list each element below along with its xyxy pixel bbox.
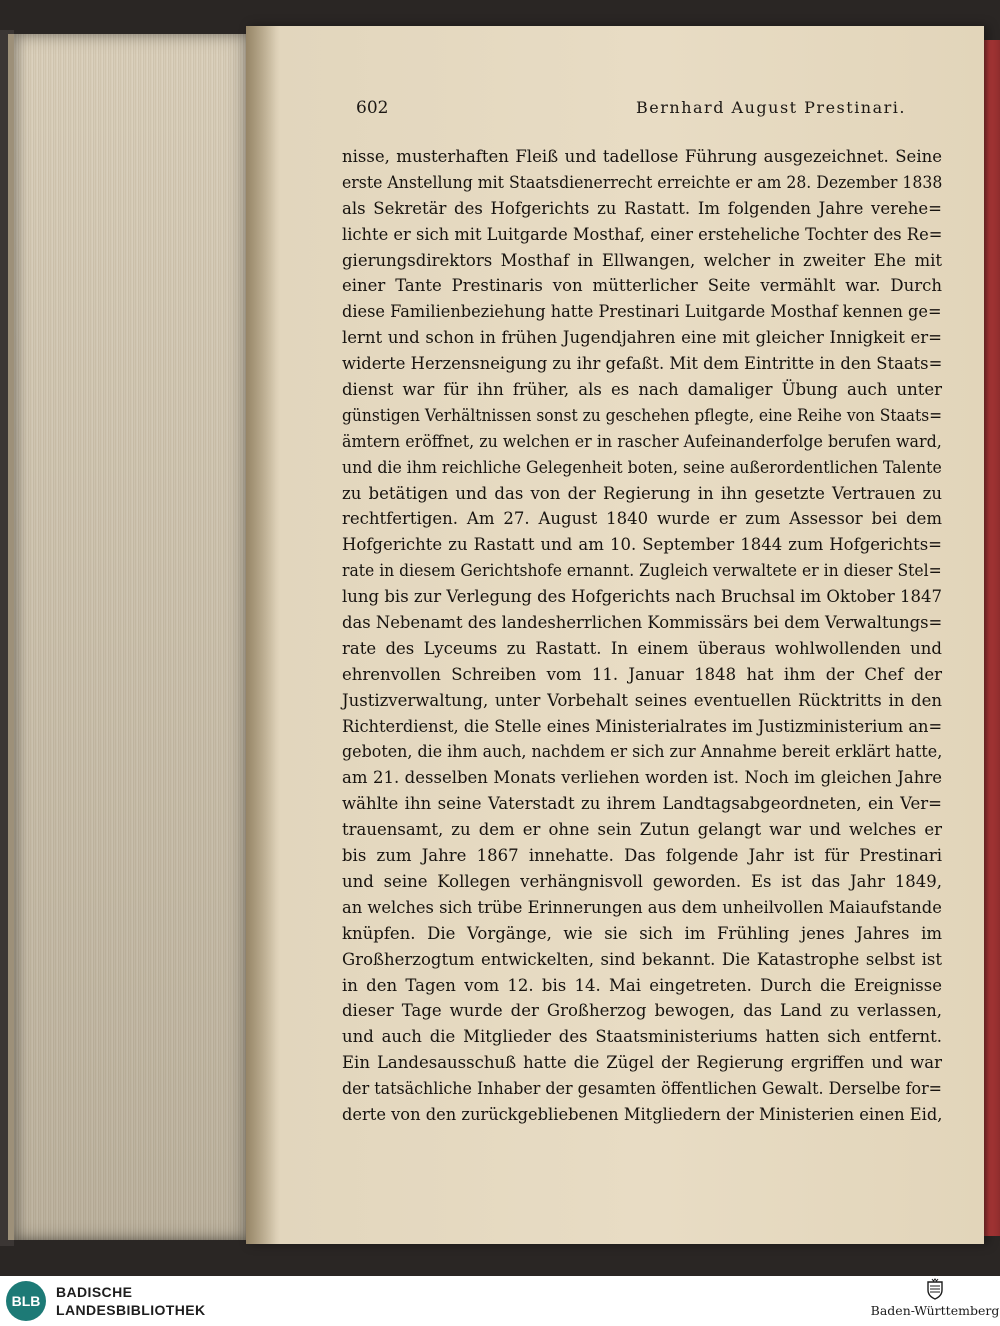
text-line: günstigen Verhältnissen sonst zu geschehen pflegte, eine Reihe von Staats= bbox=[342, 405, 943, 425]
book-page bbox=[246, 26, 984, 1244]
text-line: widerte Herzensneigung zu ihr gefaßt. Mit dem Eintritte in den Staats= bbox=[342, 354, 943, 374]
state-name: Baden-Württemberg bbox=[870, 1303, 1000, 1318]
library-name-line-1: BADISCHE bbox=[56, 1284, 133, 1300]
text-line: rechtfertigen. Am 27. August 1840 wurde er zum Assessor bei dem bbox=[342, 509, 942, 529]
text-line: ämtern eröffnet, zu welchen er in rascher Aufeinanderfolge berufen ward, bbox=[342, 431, 942, 451]
text-line: trauensamt, zu dem er ohne sein Zutun gelangt war und welches er bbox=[342, 820, 942, 840]
text-line: und seine Kollegen verhängnisvoll geworden. Es ist das Jahr 1849, bbox=[342, 871, 942, 891]
text-line: geboten, die ihm auch, nachdem er sich zur Annahme bereit erklärt hatte, bbox=[342, 742, 943, 762]
coat-of-arms-icon bbox=[924, 1278, 946, 1300]
text-line: lernt und schon in frühen Jugendjahren eine mit gleicher Innigkeit er= bbox=[342, 328, 942, 348]
text-line: ehrenvollen Schreiben vom 11. Januar 1848 hat ihm der Chef der bbox=[342, 664, 942, 684]
library-name[interactable] bbox=[56, 1283, 206, 1319]
text-line: in den Tagen vom 12. bis 14. Mai eingetreten. Durch die Ereignisse bbox=[342, 975, 942, 995]
running-head bbox=[356, 96, 916, 126]
page-number: 602 bbox=[356, 98, 389, 118]
text-line: an welches sich trübe Erinnerungen aus dem unheilvollen Maiaufstande bbox=[342, 897, 942, 917]
library-name-line-2: LANDESBIBLIOTHEK bbox=[56, 1302, 206, 1318]
text-line: und die ihm reichliche Gelegenheit boten, seine außerordentlichen Talente bbox=[342, 457, 942, 477]
text-line: dienst war für ihn früher, als es nach damaliger Übung auch unter bbox=[342, 380, 942, 400]
text-line: Großherzogtum entwickelten, sind bekannt. Die Katastrophe selbst ist bbox=[342, 949, 942, 969]
body-text bbox=[342, 144, 942, 1128]
text-line: als Sekretär des Hofgerichts zu Rastatt. Im folgenden Jahre verehe= bbox=[342, 198, 942, 218]
text-line: rate in diesem Gerichtshofe ernannt. Zugleich verwaltete er in dieser Stel= bbox=[342, 561, 942, 581]
text-line: einer Tante Prestinaris von mütterlicher Seite vermählt war. Durch bbox=[342, 276, 942, 296]
text-line: Justizverwaltung, unter Vorbehalt seines eventuellen Rücktritts in den bbox=[342, 690, 942, 710]
running-title: Bernhard August Prestinari. bbox=[636, 98, 906, 117]
text-line: der tatsächliche Inhaber der gesamten öffentlichen Gewalt. Derselbe for= bbox=[342, 1079, 943, 1099]
text-line: am 21. desselben Monats verliehen worden ist. Noch im gleichen Jahre bbox=[342, 768, 942, 788]
text-line: bis zum Jahre 1867 innehatte. Das folgende Jahr ist für Prestinari bbox=[342, 846, 942, 866]
text-line: lung bis zur Verlegung des Hofgerichts nach Bruchsal im Oktober 1847 bbox=[342, 587, 942, 607]
text-line: Hofgerichte zu Rastatt und am 10. September 1844 zum Hofgerichts= bbox=[342, 535, 942, 555]
text-line: rate des Lyceums zu Rastatt. In einem überaus wohlwollenden und bbox=[342, 638, 942, 658]
text-line: zu betätigen und das von der Regierung in ihn gesetzte Vertrauen zu bbox=[342, 483, 942, 503]
text-line: Richterdienst, die Stelle eines Ministerialrates im Justizministerium an= bbox=[342, 716, 943, 736]
text-line: dieser Tage wurde der Großherzog bewogen, das Land zu verlassen, bbox=[342, 1001, 942, 1021]
text-line: erste Anstellung mit Staatsdienerrecht erreichte er am 28. Dezember 1838 bbox=[342, 172, 943, 192]
text-line: knüpfen. Die Vorgänge, wie sie sich im Frühling jenes Jahres im bbox=[342, 923, 942, 943]
footer-bar bbox=[0, 1276, 1000, 1326]
text-line: nisse, musterhaften Fleiß und tadellose Führung ausgezeichnet. Seine bbox=[342, 147, 942, 166]
text-line: diese Familienbeziehung hatte Prestinari Luitgarde Mosthaf kennen ge= bbox=[342, 302, 942, 322]
text-line: das Nebenamt des landesherrlichen Kommissärs bei dem Verwaltungs= bbox=[342, 613, 943, 633]
blb-logo-badge[interactable]: BLB bbox=[6, 1281, 46, 1321]
text-line: Ein Landesausschuß hatte die Zügel der Regierung ergriffen und war bbox=[342, 1053, 942, 1073]
text-line: gierungsdirektors Mosthaf in Ellwangen, welcher in zweiter Ehe mit bbox=[342, 250, 942, 270]
text-line: lichte er sich mit Luitgarde Mosthaf, einer ersteheliche Tochter des Re= bbox=[342, 224, 943, 244]
book-cover-red-edge bbox=[982, 40, 1000, 1236]
text-line: wählte ihn seine Vaterstadt zu ihrem Landtagsabgeordneten, ein Ver= bbox=[342, 794, 942, 814]
baden-wuerttemberg-logo[interactable] bbox=[870, 1278, 1000, 1324]
page-block-edges bbox=[8, 34, 254, 1240]
text-line: und auch die Mitglieder des Staatsministeriums hatten sich entfernt. bbox=[342, 1027, 942, 1047]
text-line: derte von den zurückgebliebenen Mitgliedern der Ministerien einen Eid, bbox=[342, 1104, 943, 1124]
